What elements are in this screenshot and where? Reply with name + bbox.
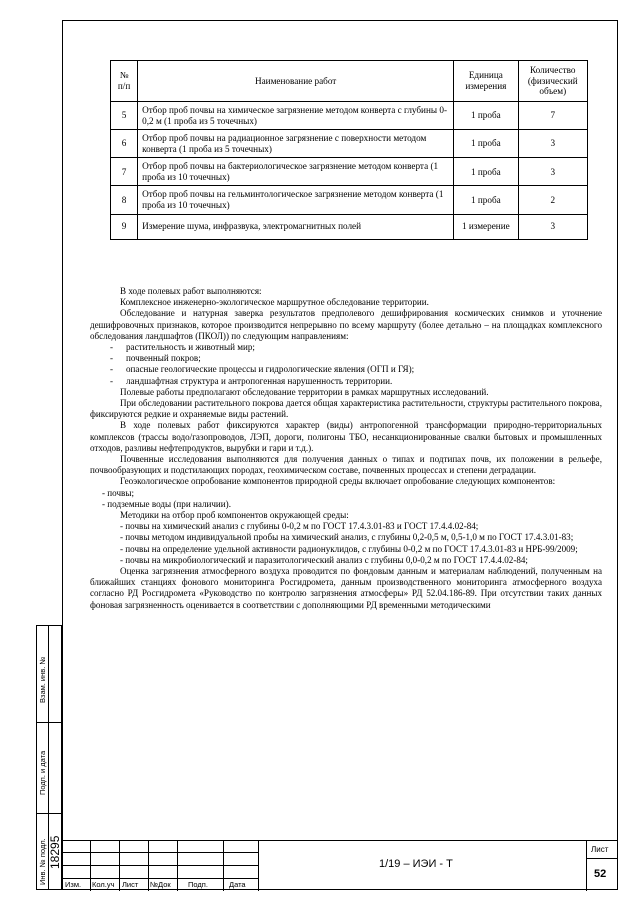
- row-qty: 7: [518, 102, 587, 130]
- tb-col-data: Дата: [229, 880, 246, 889]
- side-stamp: [36, 625, 62, 890]
- row-qty: 3: [518, 130, 587, 158]
- tb-col-list: Лист: [122, 880, 139, 889]
- sheet-number: 52: [594, 868, 607, 880]
- row-qty: 3: [518, 214, 587, 239]
- list-item: - ландшафтная структура и антропогенная нарушенность территории.: [90, 376, 602, 387]
- table-row: [111, 102, 588, 130]
- row-num: 9: [111, 214, 138, 239]
- list-item: - почвы на химический анализ с глубины 0-0,2 м по ГОСТ 17.4.3.01-83 и ГОСТ 17.4.4.02-84;: [120, 521, 479, 532]
- row-name: Измерение шума, инфразвука, электромагнитных полей: [138, 214, 454, 239]
- paragraph: Оценка загрязнения атмосферного воздуха проводится по фондовым данным и материалам наблюдений, полученным на ближайших станциях фонового мониторинга Росгидромета, данным производственного мониторинга атмосферного воздуха согласно РД Росгидромета «Руководство по контролю загрязнения атмосферы» РД 52.04.186-89. При отсутствии таких данных фоновая загрязненность оценивается в соответствии с дополняющими РД временными методическими: [90, 566, 602, 610]
- row-unit: 1 проба: [454, 186, 518, 214]
- sheet-label: Лист: [591, 845, 609, 854]
- row-num: 6: [111, 130, 138, 158]
- table-row: [111, 130, 588, 158]
- paragraph: Комплексное инженерно-экологическое маршрутное обследование территории.: [120, 297, 429, 308]
- stamp-inv-label: Инв. № подл.: [38, 838, 47, 885]
- col-header-name: Наименование работ: [138, 61, 454, 102]
- works-table: [110, 60, 588, 240]
- list-item: - растительность и животный мир;: [90, 342, 602, 353]
- paragraph: Полевые работы предполагают обследование территории в рамках маршрутных исследований.: [120, 386, 489, 397]
- stamp-podp-label: Подп. и дата: [38, 750, 47, 795]
- list-item: - почвы;: [102, 487, 134, 498]
- col-header-unit: Единица измерения: [454, 61, 518, 102]
- col-header-num: № п/п: [111, 61, 138, 102]
- list-item: - подземные воды (при наличии).: [102, 498, 231, 509]
- title-block: [62, 840, 618, 891]
- list-item: - почвы на определение удельной активности радионуклидов, с глубины 0-0,2 м по ГОСТ 17.4.3.01-83 и НРБ-99/2009;: [120, 543, 578, 554]
- table-row: [111, 214, 588, 239]
- tb-col-kolych: Кол.уч: [92, 880, 115, 889]
- row-unit: 1 проба: [454, 158, 518, 186]
- row-qty: 3: [518, 158, 587, 186]
- body-text: [90, 286, 602, 611]
- table-row: [111, 186, 588, 214]
- paragraph: В ходе полевых работ выполняются:: [120, 286, 262, 296]
- stamp-vzam-label: Взам. инв. №: [38, 656, 47, 703]
- tb-col-izm: Изм.: [65, 880, 82, 889]
- stamp-inv-number: 18295: [48, 835, 62, 869]
- row-num: 8: [111, 186, 138, 214]
- row-num: 7: [111, 158, 138, 186]
- table-header-row: [111, 61, 588, 102]
- tb-col-ndok: №Док: [150, 880, 171, 889]
- row-qty: 2: [518, 186, 587, 214]
- stamp-cell: [48, 722, 62, 814]
- row-num: 5: [111, 102, 138, 130]
- list-item: - почвы на микробиологический и паразитологический анализ с глубины 0,0-0,2 м по ГОСТ 17.4.4.02-84;: [120, 554, 528, 565]
- row-unit: 1 проба: [454, 102, 518, 130]
- row-name: Отбор проб почвы на бактериологическое загрязнение методом конверта (1 проба из 10 точечных): [138, 158, 454, 186]
- list-item: - опасные геологические процессы и гидрологические явления (ОГП и ГЯ);: [90, 364, 602, 375]
- paragraph: При обследовании растительного покрова дается общая характеристика растительности, структуры растительного покрова, фиксируются редкие и охраняемые виды растений.: [90, 398, 602, 420]
- row-unit: 1 измерение: [454, 214, 518, 239]
- row-name: Отбор проб почвы на химическое загрязнение методом конверта с глубины 0-0,2 м (1 проба из 5 точечных): [138, 102, 454, 130]
- document-code: 1/19 – ИЭИ - Т: [379, 858, 453, 870]
- paragraph: Почвенные исследования выполняются для получения данных о типах и подтипах почв, их положении в рельефе, почвообразующих и подстилающих породах, геохимическом составе, почвенных процессах и степени деградации.: [90, 454, 602, 476]
- paragraph: Обследование и натурная заверка результатов предполевого дешифрирования космических снимков и уточнение дешифровочных признаков, которое производится непрерывно по всему маршруту (более детально – на площадках комплексного обследования ландшафтов (ПКОЛ)) по следующим направлениям:: [90, 308, 602, 341]
- paragraph: Геоэкологическое опробование компонентов природной среды включает опробование следующих компонентов:: [120, 476, 556, 487]
- stamp-cell: [48, 625, 62, 723]
- divider: [587, 858, 618, 859]
- paragraph: Методики на отбор проб компонентов окружающей среды:: [120, 510, 349, 521]
- paragraph: В ходе полевых работ фиксируются характер (виды) антропогенной трансформации природно-территориальных комплексов (трассы водо/газопроводов, ЛЭП, дороги, полигоны ТБО, несанкционированные свалки бытовых и промышленных отходов, разливы нефтепродуктов, вырубки и гари и т.д.).: [90, 420, 602, 453]
- row-name: Отбор проб почвы на радиационное загрязнение с поверхности методом конверта (1 проба из 5 точечных): [138, 130, 454, 158]
- list-item: - почвы методом индивидуальной пробы на химический анализ, с глубины 0,2-0,5 м, 0,5-1,0 м по ГОСТ 17.4.3.01-83;: [120, 532, 574, 543]
- row-name: Отбор проб почвы на гельминтологическое загрязнение методом конверта (1 проба из 10 точечных): [138, 186, 454, 214]
- table-row: [111, 158, 588, 186]
- list-item: - почвенный покров;: [90, 353, 602, 364]
- col-header-qty: Количество (физический объем): [518, 61, 587, 102]
- tb-col-podp: Подп.: [188, 880, 208, 889]
- row-unit: 1 проба: [454, 130, 518, 158]
